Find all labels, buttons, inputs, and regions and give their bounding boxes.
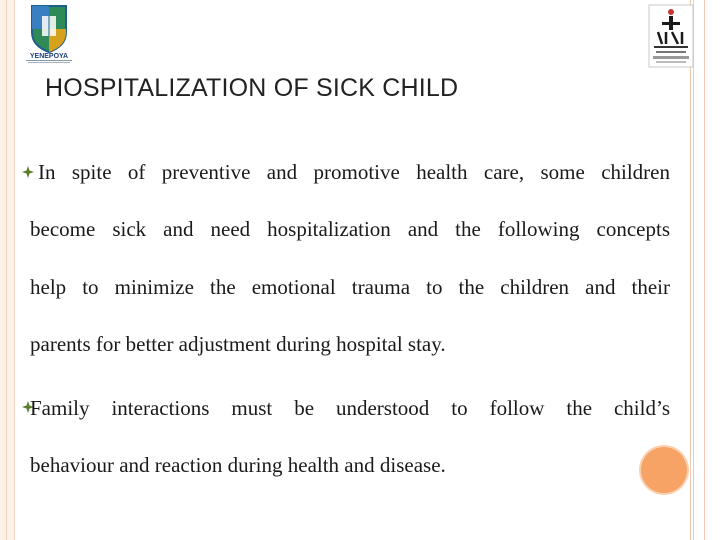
bullet-2-line-1: Family interactions must be understood to follow the child’s	[30, 396, 670, 420]
bullet-1-line-3: help to minimize the emotional trauma to the children and their	[30, 275, 670, 299]
university-logo	[20, 2, 78, 64]
college-logo	[648, 4, 694, 68]
bullet-1-line-4: parents for better adjustment during hospital stay.	[30, 332, 446, 356]
bullet-1-line-1: In spite of preventive and promotive health care, some children	[38, 160, 670, 184]
right-border-line	[693, 0, 694, 540]
left-border-decoration	[0, 0, 15, 540]
right-border-line	[690, 0, 691, 540]
logo-wordmark: YENEPOYA	[29, 53, 69, 60]
decorative-orange-circle	[641, 447, 687, 493]
slide-title: HOSPITALIZATION OF SICK CHILD	[45, 74, 459, 102]
bullet-2-line-2: behaviour and reaction during health and disease.	[30, 453, 446, 477]
bullet-1-line-2: become sick and need hospitalization and the following concepts	[30, 217, 670, 241]
bullet-diamond-icon	[22, 166, 34, 178]
right-border-line	[704, 0, 705, 540]
